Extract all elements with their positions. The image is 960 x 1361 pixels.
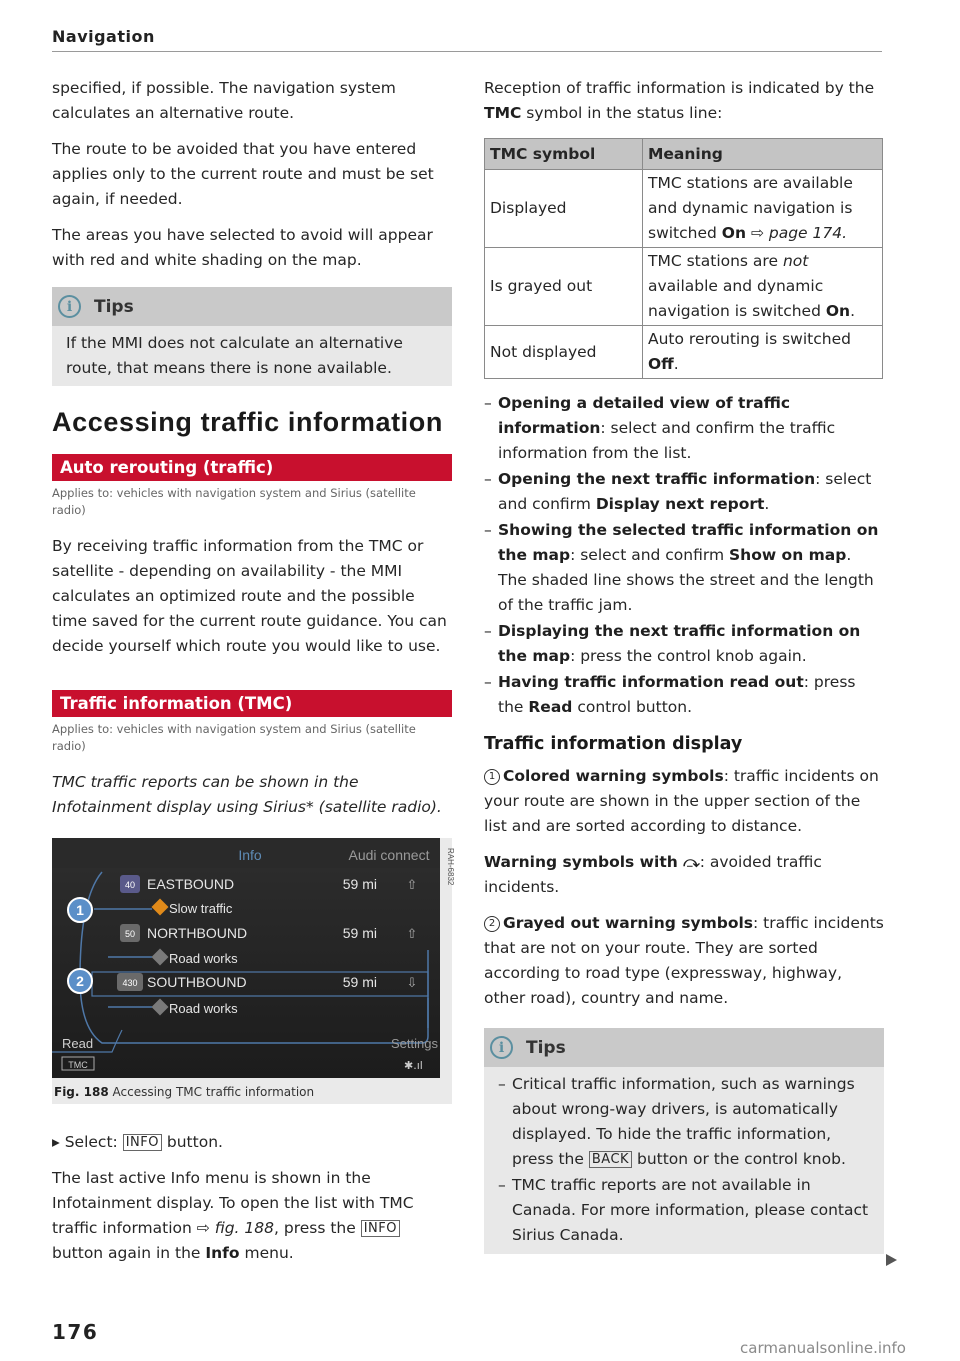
arrow-up-icon: ⇧ [406, 927, 418, 942]
road-name: NORTHBOUND [147, 925, 248, 941]
table-cell: Auto rerouting is switched Off. [643, 326, 883, 379]
settings-softkey-label: Settings [391, 1036, 438, 1051]
paragraph: The route to be avoided that you have entered applies only to the current route and must be set again, if needed. [52, 140, 434, 208]
back-button-key: BACK [589, 1151, 632, 1168]
list-item: – Opening the next traffic information: select and confirm Display next report. [484, 467, 884, 517]
table-cell: Displayed [485, 170, 643, 248]
avoided-symbol-icon: ⤼ [683, 853, 700, 871]
svg-text:50: 50 [124, 929, 136, 939]
table-row [485, 170, 883, 248]
table-cell: Not displayed [485, 326, 643, 379]
svg-text:2: 2 [76, 973, 84, 989]
tab-audi-connect: Audi connect [348, 847, 430, 863]
table-cell: Is grayed out [485, 248, 643, 326]
arrow-down-icon: ⇩ [406, 976, 418, 991]
read-softkey-label: Read [62, 1036, 94, 1051]
tips-box [484, 1028, 884, 1254]
svg-text:1: 1 [76, 902, 84, 918]
info-icon: i [490, 1036, 513, 1059]
page-link[interactable]: ⇨ page 174. [746, 224, 848, 242]
incident-label: Road works [169, 951, 238, 966]
tips-header [52, 287, 452, 326]
table-header-row [485, 139, 883, 170]
svg-text:40: 40 [124, 880, 136, 890]
distance: 59 mi [342, 925, 377, 941]
tmc-symbol-table [484, 138, 883, 379]
paragraph: The last active Info menu is shown in the Infotainment display. To open the list with TMC traffic information ⇨ fig. 188, press the INFO button again in the Info menu. [52, 1169, 414, 1262]
table-cell: TMC stations are not available and dynamic navigation is switched On. [643, 248, 883, 326]
left-column [52, 76, 455, 1277]
section-header: Navigation [52, 27, 155, 46]
info-button-key: INFO [123, 1134, 162, 1151]
list-item: – Critical traffic information, such as warnings about wrong-way drivers, is automatically displayed. To hide the traffic information, press the BACK button or the control knob. [498, 1072, 870, 1172]
section-heading: Accessing traffic information [52, 407, 443, 437]
table-cell: TMC stations are available and dynamic navigation is switched On ⇨ page 174. [643, 170, 883, 248]
header-divider [52, 51, 882, 52]
applies-to-note: Applies to: vehicles with navigation system and Sirius (satellite radio) [52, 486, 416, 517]
tips-header [484, 1028, 884, 1067]
distance: 59 mi [342, 876, 377, 892]
list-item: – Having traffic information read out: press the Read control button. [484, 670, 884, 720]
subsection-bar-tmc: Traffic information (TMC) [52, 690, 452, 717]
arrow-up-icon: ⇧ [406, 878, 418, 893]
paragraph: 1 Colored warning symbols: traffic incidents on your route are shown in the upper section of the list and are sorted according to distance. [484, 767, 879, 835]
mmi-screen-illustration [52, 838, 455, 1078]
svg-text:430: 430 [122, 978, 138, 988]
paragraph: Reception of traffic information is indicated by the TMC symbol in the status line: [484, 79, 875, 122]
right-column [484, 76, 884, 1254]
instruction-step: ▸ Select: INFO button. [52, 1133, 223, 1151]
column-header: TMC symbol [485, 139, 643, 170]
table-row [485, 326, 883, 379]
applies-to-note: Applies to: vehicles with navigation system and Sirius (satellite radio) [52, 722, 416, 753]
paragraph: By receiving traffic information from the TMC or satellite - depending on availability - the MMI calculates an optimized route and the possible time saved for the current route guidance. You can decide yourself which route you would like to use. [52, 537, 447, 655]
info-button-key: INFO [361, 1220, 400, 1237]
image-code: RAH-6832 [446, 848, 455, 886]
info-icon: i [58, 295, 81, 318]
distance: 59 mi [342, 974, 377, 990]
figure-caption: Fig. 188 Accessing TMC traffic information [54, 1085, 315, 1099]
tmc-status-indicator: TMC [68, 1060, 88, 1070]
instruction-list [484, 391, 884, 720]
paragraph: The areas you have selected to avoid will appear with red and white shading on the map. [52, 226, 433, 269]
list-item: – Opening a detailed view of traffic information: select and confirm the traffic information from the list. [484, 391, 884, 466]
lead-paragraph: TMC traffic reports can be shown in the Infotainment display using Sirius* (satellite radio). [52, 773, 442, 816]
road-name: SOUTHBOUND [147, 974, 247, 990]
signal-strength-icon: ✱.ıl [404, 1059, 423, 1072]
list-item: – TMC traffic reports are not available in Canada. For more information, please contact Sirius Canada. [498, 1173, 870, 1248]
list-item: – Displaying the next traffic information on the map: press the control knob again. [484, 619, 884, 669]
tips-box [52, 287, 452, 386]
callout-number-icon: 2 [484, 916, 500, 932]
road-name: EASTBOUND [147, 876, 235, 892]
callout-2 [68, 969, 92, 993]
column-header: Meaning [643, 139, 883, 170]
tips-text [484, 1067, 884, 1254]
figure-link[interactable]: ⇨ fig. 188 [196, 1219, 274, 1237]
tips-title: Tips [526, 1037, 566, 1058]
continue-arrow-icon [886, 1254, 897, 1266]
paragraph: 2 Grayed out warning symbols: traffic incidents that are not on your route. They are sorted according to road type (expressway, highway, other road), country and name. [484, 914, 884, 1007]
table-row [485, 248, 883, 326]
callout-1 [68, 898, 92, 922]
paragraph: specified, if possible. The navigation system calculates an alternative route. [52, 79, 396, 122]
list-item: – Showing the selected traffic information on the map: select and confirm Show on map. The shaded line shows the street and the length of the traffic jam. [484, 518, 884, 618]
incident-label: Slow traffic [169, 901, 233, 916]
figure-188 [52, 838, 455, 1104]
tab-info: Info [238, 847, 262, 863]
subsection-bar-auto-rerouting: Auto rerouting (traffic) [52, 454, 452, 481]
tips-text: If the MMI does not calculate an alternative route, that means there is none available. [66, 334, 403, 377]
incident-label: Road works [169, 1001, 238, 1016]
tips-title: Tips [94, 296, 134, 317]
page-number: 176 [52, 1320, 99, 1344]
watermark: carmanualsonline.info [740, 1339, 906, 1357]
paragraph: Warning symbols with ⤼: avoided traffic incidents. [484, 853, 822, 896]
callout-number-icon: 1 [484, 769, 500, 785]
subheading: Traffic information display [484, 734, 743, 754]
